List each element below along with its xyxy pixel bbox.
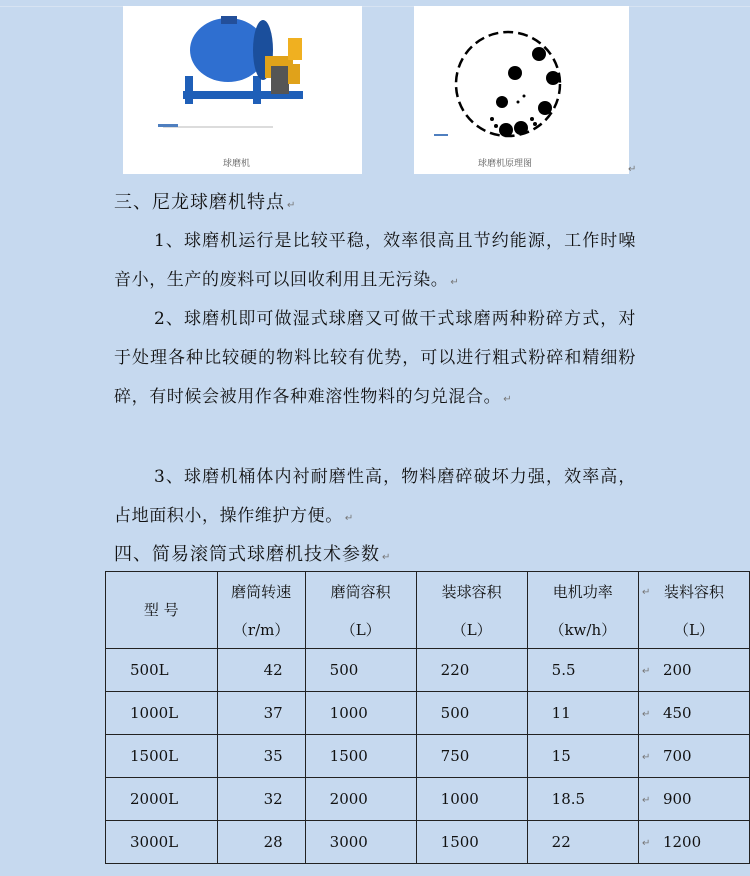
model-cell: 3000L	[106, 821, 218, 864]
power-cell: 18.5	[527, 778, 638, 821]
speed-cell: 35	[217, 735, 305, 778]
model-cell: 1500L	[106, 735, 218, 778]
power-cell: 15	[527, 735, 638, 778]
header-cell: 磨筒容积 （L）	[305, 572, 416, 649]
ball-volume-cell: 1000	[416, 778, 527, 821]
model-cell: 2000L	[106, 778, 218, 821]
row-end-mark: ↵	[642, 587, 651, 598]
ball-mill-principle-figure	[414, 6, 629, 174]
speed-cell: 37	[217, 692, 305, 735]
load-volume-cell: 700	[638, 735, 749, 778]
ball-volume-cell: 1500	[416, 821, 527, 864]
volume-cell: 1000	[305, 692, 416, 735]
header-cell: 装料容积 （L）	[638, 572, 749, 649]
feature-paragraph-3: 3、球磨机桶体内衬耐磨性高，物料磨碎破坏力强，效率高，占地面积小，操作维护方便。 ↵	[114, 467, 636, 526]
model-cell: 500L	[106, 649, 218, 692]
volume-cell: 2000	[305, 778, 416, 821]
header-cell: 型 号	[106, 572, 218, 649]
figure-caption: 球磨机	[223, 159, 251, 169]
row-end-mark: ↵	[642, 666, 651, 677]
speed-cell: 32	[217, 778, 305, 821]
row-end-mark: ↵	[642, 709, 651, 720]
load-volume-cell: 900	[638, 778, 749, 821]
ball-volume-cell: 220	[416, 649, 527, 692]
load-volume-cell: 200	[638, 649, 749, 692]
volume-cell: 500	[305, 649, 416, 692]
paragraph-mark: ↵	[628, 164, 637, 175]
table-row	[106, 778, 750, 821]
row-end-mark: ↵	[642, 795, 651, 806]
feature-paragraph-2: 2、球磨机即可做湿式球磨又可做干式球磨两种粉碎方式，对于处理各种比较硬的物料比较有优势，可以进行粗式粉碎和精细粉碎，有时候会被用作各种难溶性物料的匀兑混合。 ↵	[114, 309, 636, 407]
ball-volume-cell: 500	[416, 692, 527, 735]
ball-mill-diagram-icon	[414, 6, 629, 146]
power-cell: 5.5	[527, 649, 638, 692]
ball-mill-photo-icon	[123, 6, 362, 146]
row-end-mark: ↵	[642, 838, 651, 849]
volume-cell: 3000	[305, 821, 416, 864]
volume-cell: 1500	[305, 735, 416, 778]
header-cell: 磨筒转速 （r/m）	[217, 572, 305, 649]
table-row	[106, 735, 750, 778]
load-volume-cell: 1200	[638, 821, 749, 864]
table-row	[106, 821, 750, 864]
ball-mill-figure	[123, 6, 362, 174]
load-volume-cell: 450	[638, 692, 749, 735]
section-heading-specs: 四、简易滚筒式球磨机技术参数 ↵	[114, 544, 392, 565]
table-row	[106, 692, 750, 735]
row-end-mark: ↵	[642, 752, 651, 763]
specs-table	[105, 571, 750, 864]
power-cell: 22	[527, 821, 638, 864]
feature-paragraph-1: 1、球磨机运行是比较平稳，效率很高且节约能源，工作时噪音小，生产的废料可以回收利用且无污染。 ↵	[114, 231, 636, 290]
table-header-row	[106, 572, 750, 649]
model-cell: 1000L	[106, 692, 218, 735]
power-cell: 11	[527, 692, 638, 735]
section-heading-features: 三、尼龙球磨机特点 ↵	[114, 192, 297, 213]
figure-caption: 球磨机原理图	[478, 159, 533, 169]
speed-cell: 28	[217, 821, 305, 864]
header-cell: 电机功率 （kw/h）	[527, 572, 638, 649]
ball-volume-cell: 750	[416, 735, 527, 778]
table-row	[106, 649, 750, 692]
header-cell: 装球容积 （L）	[416, 572, 527, 649]
page-top-edge	[0, 0, 750, 7]
speed-cell: 42	[217, 649, 305, 692]
